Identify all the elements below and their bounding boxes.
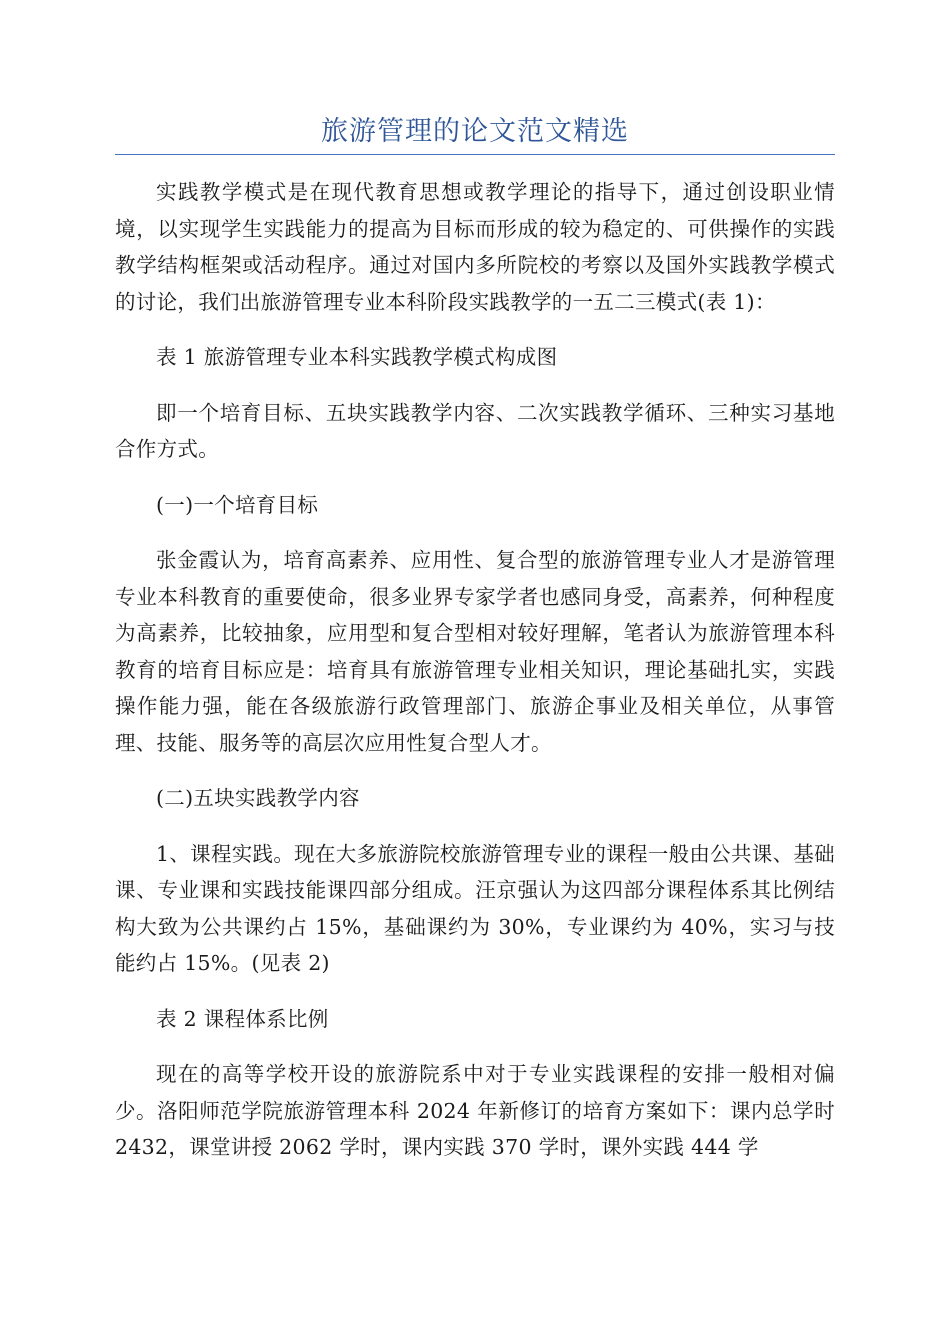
paragraph-curriculum: 现在的高等学校开设的旅游院系中对于专业实践课程的安排一般相对偏少。洛阳师范学院旅游管理本科 2024 年新修订的培育方案如下：课内总学时 2432，课堂讲授 2062 学时，课内实践 370 学时，课外实践 444 学 xyxy=(115,1062,835,1159)
paragraph-intro: 实践教学模式是在现代教育思想或教学理论的指导下，通过创设职业情境，以实现学生实践能力的提高为目标而形成的较为稳定的、可供操作的实践教学结构框架或活动程序。通过对国内多所院校的考察以及国外实践教学模式的讨论，我们出旅游管理专业本科阶段实践教学的一五二三模式(表 1)： xyxy=(115,180,835,314)
paragraph-summary: 即一个培育目标、五块实践教学内容、二次实践教学循环、三种实习基地合作方式。 xyxy=(115,400,835,461)
paragraph-course-practice: 1、课程实践。现在大多旅游院校旅游管理专业的课程一般由公共课、基础课、专业课和实践技能课四部分组成。汪京强认为这四部分课程体系其比例结构大致为公共课约占 15%，基础课约为 30%，专业课约为 40%，实习与技能约占 15%。(见表 2) xyxy=(115,841,835,975)
table-2-caption: 表 2 课程体系比例 xyxy=(156,1006,329,1031)
document-body xyxy=(115,174,835,1185)
section-heading-2: (二)五块实践教学内容 xyxy=(156,786,360,810)
table-1-caption: 表 1 旅游管理专业本科实践教学模式构成图 xyxy=(156,345,558,369)
title-underline xyxy=(115,154,835,155)
paragraph-training-goal: 张金霞认为，培育高素养、应用性、复合型的旅游管理专业人才是游管理专业本科教育的重要使命，很多业界专家学者也感同身受，高素养，何种程度为高素养，比较抽象，应用型和复合型相对较好理解，笔者认为旅游管理本科教育的培育目标应是：培育具有旅游管理专业相关知识，理论基础扎实，实践操作能力强，能在各级旅游行政管理部门、旅游企事业及相关单位，从事管理、技能、服务等的高层次应用性复合型人才。 xyxy=(115,548,835,755)
section-heading-1: (一)一个培育目标 xyxy=(156,492,319,517)
document-title: 旅游管理的论文范文精选 xyxy=(321,116,629,147)
